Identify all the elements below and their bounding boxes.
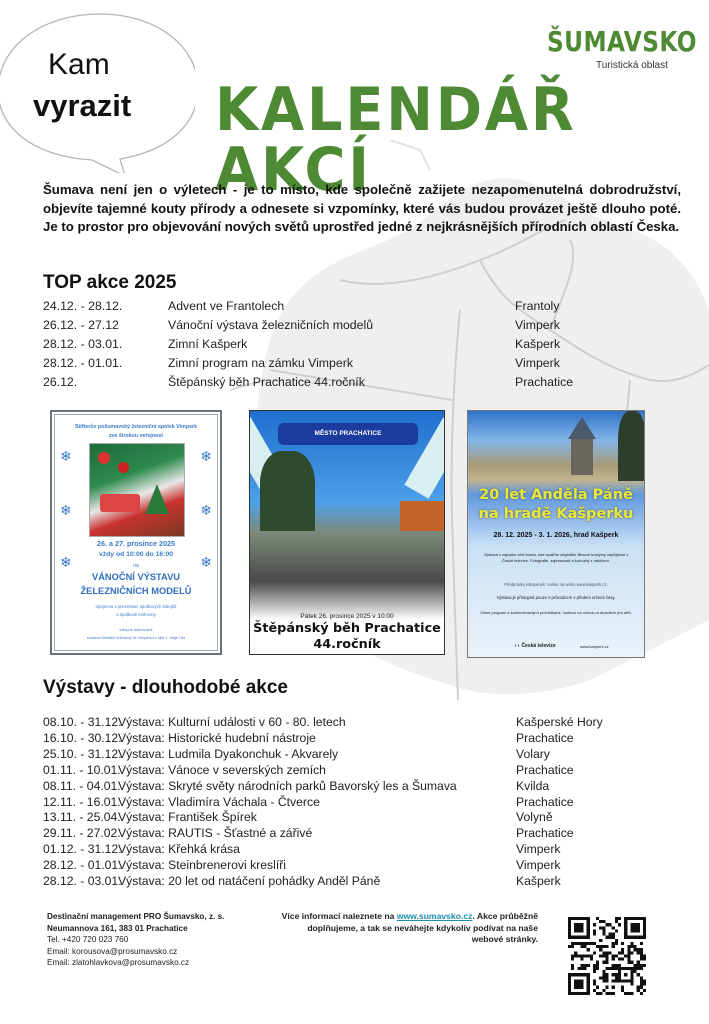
footer-email1[interactable]: Email: korousova@prosumavsko.cz [47, 946, 178, 956]
exhibition-place: Volyně [516, 810, 553, 825]
qr-code[interactable] [568, 917, 646, 995]
event-date: 28.12. - 01.01. [43, 356, 123, 370]
poster3-dates: 28. 12. 2025 - 3. 1. 2026, hrad Kašperk [493, 532, 619, 539]
exhibition-row [43, 731, 643, 747]
poster-train-exhibition[interactable] [50, 410, 222, 655]
poster1-dates: 26. a 27. prosince 2025 [97, 539, 175, 548]
exhibition-name: Výstava: Kulturní události v 60 - 80. letech [118, 715, 346, 729]
event-name: Zimní Kašperk [168, 337, 248, 351]
exhibition-row [43, 810, 643, 826]
bubble-text-vyrazit: vyrazit [33, 88, 132, 123]
footer-info-pre: Více informací naleznete na [281, 911, 397, 921]
exhibition-place: Volary [516, 746, 550, 761]
poster1-org: Stifterův pošumavský železniční spolek Vimperk [74, 424, 198, 430]
exhibition-name: Výstava: Vánoce v severských zemích [118, 762, 326, 777]
poster1-invite: zve širokou veřejnost [108, 433, 164, 439]
footer-address: Neumannova 161, 383 01 Prachatice [47, 923, 188, 933]
poster3-text4: Zimní program s komentovanými prohlídkami, hudbou na ochozu a divadlem pro děti. [480, 610, 632, 615]
exhibition-name: Výstava: František Špírek [118, 810, 257, 825]
exhibition-date: 25.10. - 31.12. [43, 746, 122, 761]
poster2-roof [400, 501, 445, 531]
poster3-text2: Předprodej vstupenek: online na webu www.kasperk.cz. [504, 582, 608, 587]
event-place: Prachatice [515, 375, 574, 389]
exhibition-name: Výstava: Křehká krása [118, 842, 240, 857]
website-link[interactable]: www.sumavsko.cz [396, 911, 473, 921]
poster2-trees [260, 451, 315, 531]
brand-subtitle: Turistická oblast [596, 60, 668, 71]
exhibition-date: 08.10. - 31.12. [43, 715, 122, 729]
exhibition-place: Vimperk [516, 842, 561, 857]
exhibition-date: 28.12. - 03.01. [43, 874, 122, 888]
snowflake-icon: ❄ [60, 448, 72, 464]
poster2-title2: 44.ročník [313, 637, 381, 652]
poster1-venue1: vstupné dobrovolné [119, 628, 153, 632]
poster1-time: vždy od 10:00 do 16:00 [98, 551, 174, 558]
event-name: Štěpánský běh Prachatice 44.ročník [168, 375, 365, 389]
poster1-sub2: a spolkové knihovny [116, 612, 156, 617]
snowflake-icon: ❄ [200, 502, 212, 518]
poster-stepansky-beh[interactable] [249, 410, 445, 655]
poster3-title2: na hradě Kašperku [478, 506, 634, 522]
exhibition-place: Kašperk [516, 874, 561, 888]
event-date: 28.12. - 03.01. [43, 337, 123, 351]
poster3-tower-roof [568, 417, 596, 439]
exhibition-place: Vimperk [516, 858, 561, 873]
poster1-image [89, 443, 185, 537]
brand-logo: ŠUMAVSKO [547, 25, 697, 58]
bubble-text-kam: Kam [48, 48, 110, 81]
poster3-title1: 20 let Anděla Páně [479, 487, 633, 503]
page-title: KALENDÁŘ AKCÍ [215, 75, 577, 205]
poster2-banner-text: MĚSTO PRACHATICE [314, 430, 382, 437]
snowflake-icon: ❄ [60, 502, 72, 518]
exhibition-date: 13.11. - 25.04. [43, 810, 121, 825]
event-place: Vimperk [515, 356, 560, 370]
poster2-title1: Štěpánský běh Prachatice [253, 621, 441, 636]
poster1-title2: ŽELEZNIČNÍCH MODELŮ [80, 586, 192, 596]
exhibition-name: Výstava: Steinbrenerovi kreslíři [118, 858, 286, 873]
exhibition-row [43, 747, 643, 763]
exhibition-date: 12.11. - 16.01. [43, 794, 121, 809]
exhibition-date: 01.11. - 10.01. [43, 762, 121, 777]
event-name: Zimní program na zámku Vimperk [168, 356, 353, 370]
exhibition-name: Výstava: 20 let od natáčení pohádky Anděl Páně [118, 874, 381, 888]
ct-icon: ◖◗ [514, 643, 521, 649]
top-event-row [43, 318, 603, 337]
exhibition-date: 28.12. - 01.01. [43, 858, 122, 873]
poster3-text3: Výstava je přístupná pouze s průvodcem v předem určené časy. [496, 595, 616, 600]
top-event-row [43, 356, 603, 375]
event-name: Advent ve Frantolech [168, 299, 285, 313]
poster-andel-pane[interactable] [467, 410, 645, 658]
exhibition-place: Kvilda [516, 778, 550, 793]
poster2-date: Pátek 26. prosince 2025 v 10:00 [300, 613, 394, 620]
exhibition-row [43, 842, 643, 858]
exhibition-date: 16.10. - 30.12. [43, 730, 122, 745]
poster3-footer1: Česká televize [521, 643, 556, 649]
event-date: 26.12. [43, 375, 78, 389]
snowflake-icon: ❄ [60, 554, 72, 570]
exhibition-name: Výstava: RAUTIS - Šťastné a zářivé [118, 826, 313, 841]
top-events-heading: TOP akce 2025 [43, 272, 177, 293]
intro-paragraph: Šumava není jen o výletech - je to místo, kde společně zažijete nezapomenutelná dobrodružství, objevíte tajemné kouty přírody a odnesete si vzpomínky, které vás budou provázet ještě dlouho poté. Je to prostor pro objevování nových světů uprostřed jedné z nejkrásnějších přírodních oblastí Česka. [43, 182, 681, 234]
exhibition-place: Prachatice [516, 794, 574, 809]
poster1-na: na [133, 563, 139, 569]
top-event-row [43, 299, 603, 318]
top-event-row [43, 337, 603, 356]
exhibition-row [43, 779, 643, 795]
event-name: Vánoční výstava železničních modelů [168, 318, 374, 332]
exhibition-date: 29.11. - 27.02. [43, 826, 121, 841]
poster1-title1: VÁNOČNÍ VÝSTAVU [92, 572, 180, 582]
exhibition-row [43, 874, 643, 890]
exhibition-name: Výstava: Skryté světy národních parků Bavorský les a Šumava [118, 778, 457, 793]
footer-info [280, 911, 538, 946]
exhibition-name: Výstava: Ludmila Dyakonchuk - Akvarely [118, 746, 339, 761]
exhibition-date: 01.12. - 31.12. [43, 842, 122, 857]
exhibition-row [43, 858, 643, 874]
exhibition-place: Prachatice [516, 730, 574, 745]
footer-org: Destinační management PRO Šumavsko, z. s. [47, 912, 225, 921]
exhibition-place: Kašperské Hory [516, 715, 603, 729]
event-place: Kašperk [515, 337, 561, 351]
exhibition-date: 08.11. - 04.01. [43, 778, 121, 793]
event-date: 26.12. - 27.12 [43, 318, 119, 332]
footer-email2[interactable]: Email: zlatohlavkova@prosumavsko.cz [47, 958, 190, 968]
snowflake-icon: ❄ [200, 448, 212, 464]
poster3-ct-logo [514, 643, 556, 649]
exhibition-name: Výstava: Vladimíra Váchala - Čtverce [118, 794, 320, 809]
footer-tel: Tel. +420 720 023 760 [47, 935, 129, 945]
poster1-venue2: sušárna Městské knihovny ve Vimperku v ulici 1. máje 184 [86, 636, 186, 640]
exhibitions-heading: Výstavy - dlouhodobé akce [43, 677, 288, 698]
snowflake-icon: ❄ [200, 554, 212, 570]
exhibition-place: Prachatice [516, 762, 574, 777]
exhibition-row [43, 826, 643, 842]
poster3-tower [571, 439, 593, 475]
footer-info-post: . Akce průběžně doplňujeme, a tak se neváhejte kdykoliv podívat na naše webové stránky. [307, 911, 538, 945]
top-event-row [43, 375, 603, 394]
event-date: 24.12. - 28.12. [43, 299, 123, 313]
exhibition-row [43, 715, 643, 731]
poster3-tree [618, 411, 645, 481]
poster2-banner [278, 423, 418, 445]
exhibition-name: Výstava: Historické hudební nástroje [118, 730, 316, 745]
poster3-text1: Výstava v západní věži hradu, kde spatříte originální filmové kostýmy zapůjčené z České televize. Fotografie, zajímavosti a kuriozity z natáčení. [483, 552, 629, 563]
exhibition-row [43, 763, 643, 779]
poster1-sub1: spojenou s prezentací spolkových kolejišť [95, 604, 177, 609]
exhibition-place: Prachatice [516, 826, 574, 841]
event-place: Frantoly [515, 299, 560, 313]
poster3-footer2: www.kasperk.cz [580, 644, 609, 649]
exhibition-row [43, 795, 643, 811]
footer-contact [47, 911, 224, 969]
event-place: Vimperk [515, 318, 560, 332]
